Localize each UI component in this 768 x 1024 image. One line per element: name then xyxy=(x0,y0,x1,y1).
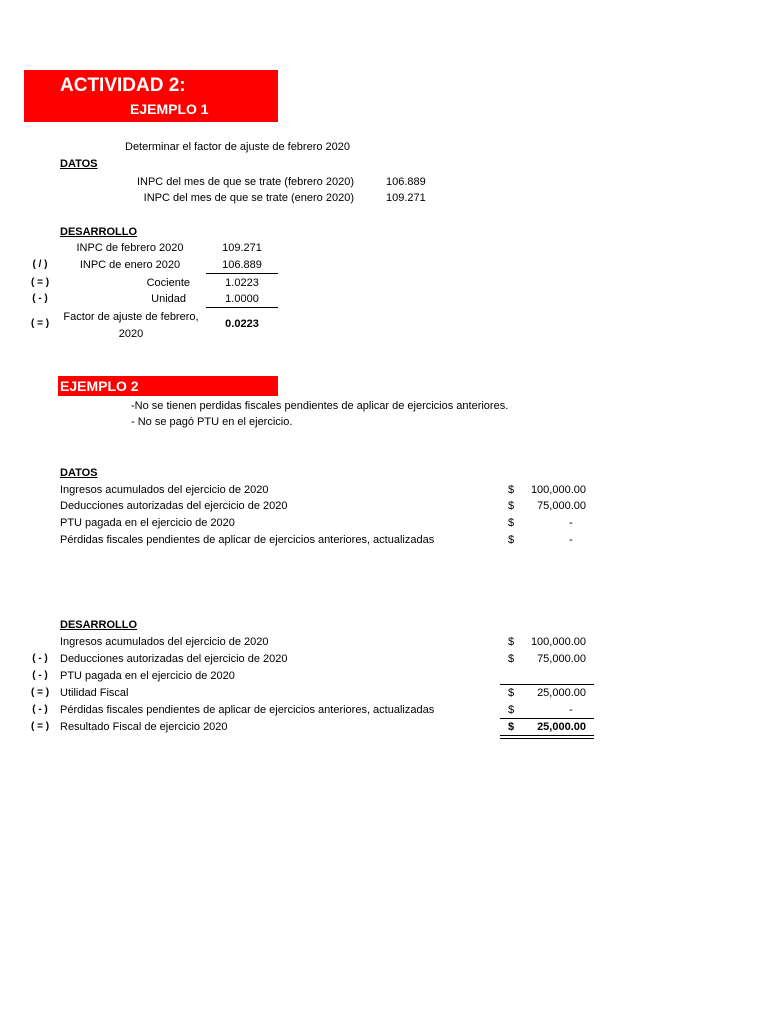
ejemplo1-row-value: 1.0223 xyxy=(225,277,259,289)
desarrollo-divider xyxy=(500,684,594,685)
actividad-banner xyxy=(24,70,278,122)
datos-row-amount: - xyxy=(569,534,573,546)
desarrollo-row-amount: 25,000.00 xyxy=(537,687,586,699)
ejemplo1-row-value: 1.0000 xyxy=(225,293,259,305)
desarrollo-double-underline-top xyxy=(500,735,594,736)
ejemplo1-datos-header: DATOS xyxy=(60,158,98,170)
ejemplo1-row-label: INPC de enero 2020 xyxy=(79,259,181,271)
desarrollo-divider xyxy=(500,718,594,719)
datos-row-amount: 75,000.00 xyxy=(537,500,586,512)
ejemplo1-row-label: Cociente xyxy=(146,277,190,289)
desarrollo-double-underline-bottom xyxy=(500,738,594,739)
datos-row-label: Deducciones autorizadas del ejercicio de 2020 xyxy=(60,500,288,512)
ejemplo1-result-label-line1: Factor de ajuste de febrero, xyxy=(63,311,199,323)
desarrollo-row-label: Utilidad Fiscal xyxy=(60,687,129,699)
desarrollo-row-label: Deducciones autorizadas del ejercicio de 2020 xyxy=(60,653,288,665)
desarrollo-row-operator: ( - ) xyxy=(32,653,48,664)
ejemplo1-row-value: 109.271 xyxy=(222,242,262,254)
datos-row-currency: $ xyxy=(508,500,515,512)
desarrollo-row-currency: $ xyxy=(508,687,515,699)
ejemplo1-row-operator: ( = ) xyxy=(30,277,50,288)
ejemplo2-desarrollo-header: DESARROLLO xyxy=(60,619,137,631)
ejemplo1-instruction: Determinar el factor de ajuste de febrero 2020 xyxy=(125,141,351,153)
datos-row-amount: - xyxy=(569,517,573,529)
desarrollo-row-amount: - xyxy=(569,704,573,716)
desarrollo-row-amount: 25,000.00 xyxy=(537,721,586,733)
desarrollo-row-amount: 75,000.00 xyxy=(537,653,586,665)
ejemplo1-row-operator: ( - ) xyxy=(32,293,48,304)
desarrollo-row-label: Ingresos acumulados del ejercicio de 2020 xyxy=(60,636,269,648)
desarrollo-row-operator: ( - ) xyxy=(32,670,48,681)
desarrollo-row-currency: $ xyxy=(508,704,515,716)
desarrollo-row-amount: 100,000.00 xyxy=(530,636,586,648)
ejemplo1-row-label: Unidad xyxy=(151,293,186,305)
ejemplo1-divider xyxy=(206,307,278,308)
datos-row-label: Ingresos acumulados del ejercicio de 2020 xyxy=(60,484,269,496)
desarrollo-row-label: Resultado Fiscal de ejercicio 2020 xyxy=(60,721,228,733)
ejemplo2-banner xyxy=(58,376,278,396)
desarrollo-row-currency: $ xyxy=(508,653,515,665)
ejemplo1-row-label: INPC de febrero 2020 xyxy=(76,242,184,254)
ejemplo1-datos-value-feb: 106.889 xyxy=(386,176,426,188)
datos-row-currency: $ xyxy=(508,484,515,496)
ejemplo1-result-label-line2: 2020 xyxy=(118,328,144,340)
datos-row-currency: $ xyxy=(508,534,515,546)
datos-row-amount: 100,000.00 xyxy=(530,484,586,496)
ejemplo1-row-operator: ( / ) xyxy=(32,259,48,270)
desarrollo-row-label: Pérdidas fiscales pendientes de aplicar de ejercicios anteriores, actualizadas xyxy=(60,704,435,716)
ejemplo1-row-value: 106.889 xyxy=(222,259,262,271)
ejemplo1-datos-label-feb: INPC del mes de que se trate (febrero 2020) xyxy=(136,176,354,188)
actividad-subtitle: EJEMPLO 1 xyxy=(130,101,209,117)
datos-row-label: PTU pagada en el ejercicio de 2020 xyxy=(60,517,235,529)
desarrollo-row-currency: $ xyxy=(508,721,515,733)
datos-row-currency: $ xyxy=(508,517,515,529)
desarrollo-row-operator: ( = ) xyxy=(30,687,50,698)
desarrollo-row-operator: ( - ) xyxy=(32,704,48,715)
desarrollo-row-label: PTU pagada en el ejercicio de 2020 xyxy=(60,670,235,682)
ejemplo1-divider xyxy=(206,273,278,274)
actividad-title: ACTIVIDAD 2: xyxy=(60,75,186,96)
desarrollo-row-operator: ( = ) xyxy=(30,721,50,732)
ejemplo1-result-operator: ( = ) xyxy=(30,318,50,329)
ejemplo2-title: EJEMPLO 2 xyxy=(60,378,139,394)
ejemplo2-note-1: -No se tienen perdidas fiscales pendientes de aplicar de ejercicios anteriores. xyxy=(131,400,509,412)
ejemplo1-datos-value-ene: 109.271 xyxy=(386,192,426,204)
ejemplo1-datos-label-ene: INPC del mes de que se trate (enero 2020) xyxy=(143,192,354,204)
ejemplo2-datos-header: DATOS xyxy=(60,467,98,479)
ejemplo1-desarrollo-header: DESARROLLO xyxy=(60,226,137,238)
ejemplo2-note-2: - No se pagó PTU en el ejercicio. xyxy=(131,416,293,428)
datos-row-label: Pérdidas fiscales pendientes de aplicar de ejercicios anteriores, actualizadas xyxy=(60,534,435,546)
desarrollo-row-currency: $ xyxy=(508,636,515,648)
ejemplo1-result-value: 0.0223 xyxy=(225,318,259,330)
